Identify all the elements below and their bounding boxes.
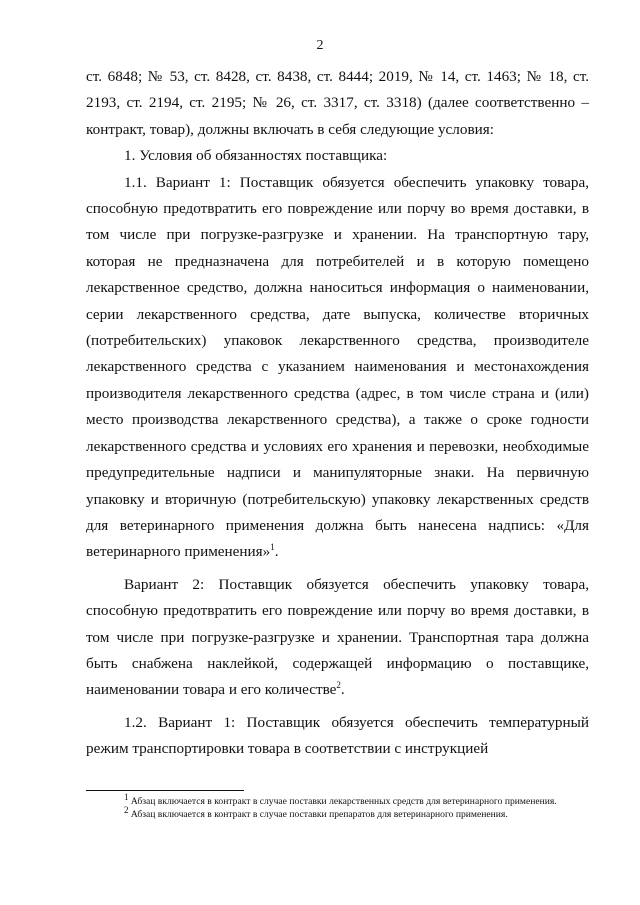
footnote-1 (86, 791, 589, 808)
footnote-ref-2: 2 (336, 680, 341, 691)
paragraph-variant-2: Вариант 2: Поставщик обязуется обеспечить упаковку товара, способную предотвратить его повреждение или порчу во время доставки, в том числе при погрузке-разгрузке и хранении. Транспортная тара должна быть снабжена наклейкой, содержащей информацию о поставщике, наименовании товара и его количестве$^2$. (86, 575, 589, 699)
paragraph-contract-references (86, 64, 589, 143)
footnote-2 (86, 804, 589, 821)
footnote-separator (86, 790, 244, 791)
footnote-ref-1: 1 (270, 542, 275, 553)
page-number: 2 (316, 38, 324, 53)
footnote-text: Абзац включается в контракт в случае поставки препаратов для ветеринарного применения. (130, 809, 508, 820)
paragraph-text: 1.1. Вариант 1: Поставщик обязуется обеспечить упаковку товара, способную предотвратить его повреждение или порчу во время доставки, в том числе при погрузке-разгрузке и хранении. На транспортную тару, которая не предназначена для потребителей и в которую помещено лекарственное средство, должна наноситься информация о наименовании, серии лекарственного средства, дате выпуска, количестве вторичных (потребительских) упаковок лекарственного средства, производителе лекарственного средства с указанием наименования и местонахождения производителя лекарственного средства (адрес, в том числе страна и (или) место производства лекарственного средства), а также о сроке годности лекарственного средства и условиях его хранения и перевозки, необходимые предупредительные надписи и манипуляторные знаки. На первичную упаковку и вторичную (потребительскую) упаковку лекарственных средств для ветеринарного применения должна быть нанесена надпись: «Для ветеринарного применения» (86, 173, 589, 561)
document-body (86, 64, 589, 763)
footnote-text: Абзац включается в контракт в случае поставки лекарственных средств для ветеринарного применения. (130, 796, 557, 807)
paragraph-text: Вариант 2: Поставщик обязуется обеспечить упаковку товара, способную предотвратить его повреждение или порчу во время доставки, в том числе при погрузке-разгрузке и хранении. Транспортная тара должна быть снабжена наклейкой, содержащей информацию о поставщике, наименовании товара и его количестве (86, 575, 589, 699)
footnote-marker: 1 (124, 791, 129, 802)
paragraph-section-heading (86, 143, 589, 169)
footnote-marker: 2 (124, 804, 129, 815)
footnotes (86, 791, 589, 821)
paragraph-variant-1-2 (86, 710, 589, 763)
paragraph-text: 1.2. Вариант 1: Поставщик обязуется обеспечить температурный режим транспортировки товара в соответствии с инструкцией (86, 713, 589, 758)
paragraph-text: ст. 6848; № 53, ст. 8428, ст. 8438, ст. 8444; 2019, № 14, ст. 1463; № 18, ст. 2193, ст. 2194, ст. 2195; № 26, ст. 3317, ст. 3318) (далее соответственно – контракт, товар), должны включать в себя следующие условия: (86, 68, 589, 138)
paragraph-variant-1-1: 1.1. Вариант 1: Поставщик обязуется обеспечить упаковку товара, способную предотвратить его повреждение или порчу во время доставки, в том числе при погрузке-разгрузке и хранении. На транспортную тару, которая не предназначена для потребителей и в которую помещено лекарственное средство, должна наноситься информация о наименовании, серии лекарственного средства, дате выпуска, количестве вторичных (потребительских) упаковок лекарственного средства, производителе лекарственного средства с указанием наименования и местонахождения производителя лекарственного средства (адрес, в том числе страна и (или) место производства лекарственного средства), а также о сроке годности лекарственного средства и условиях его хранения и перевозки, необходимые предупредительные надписи и манипуляторные знаки. На первичную упаковку и вторичную (потребительскую) упаковку лекарственных средств для ветеринарного применения должна быть нанесена надпись: «Для ветеринарного применения»$^1$. (86, 173, 589, 561)
paragraph-text: 1. Условия об обязанностях поставщика: (124, 147, 388, 165)
